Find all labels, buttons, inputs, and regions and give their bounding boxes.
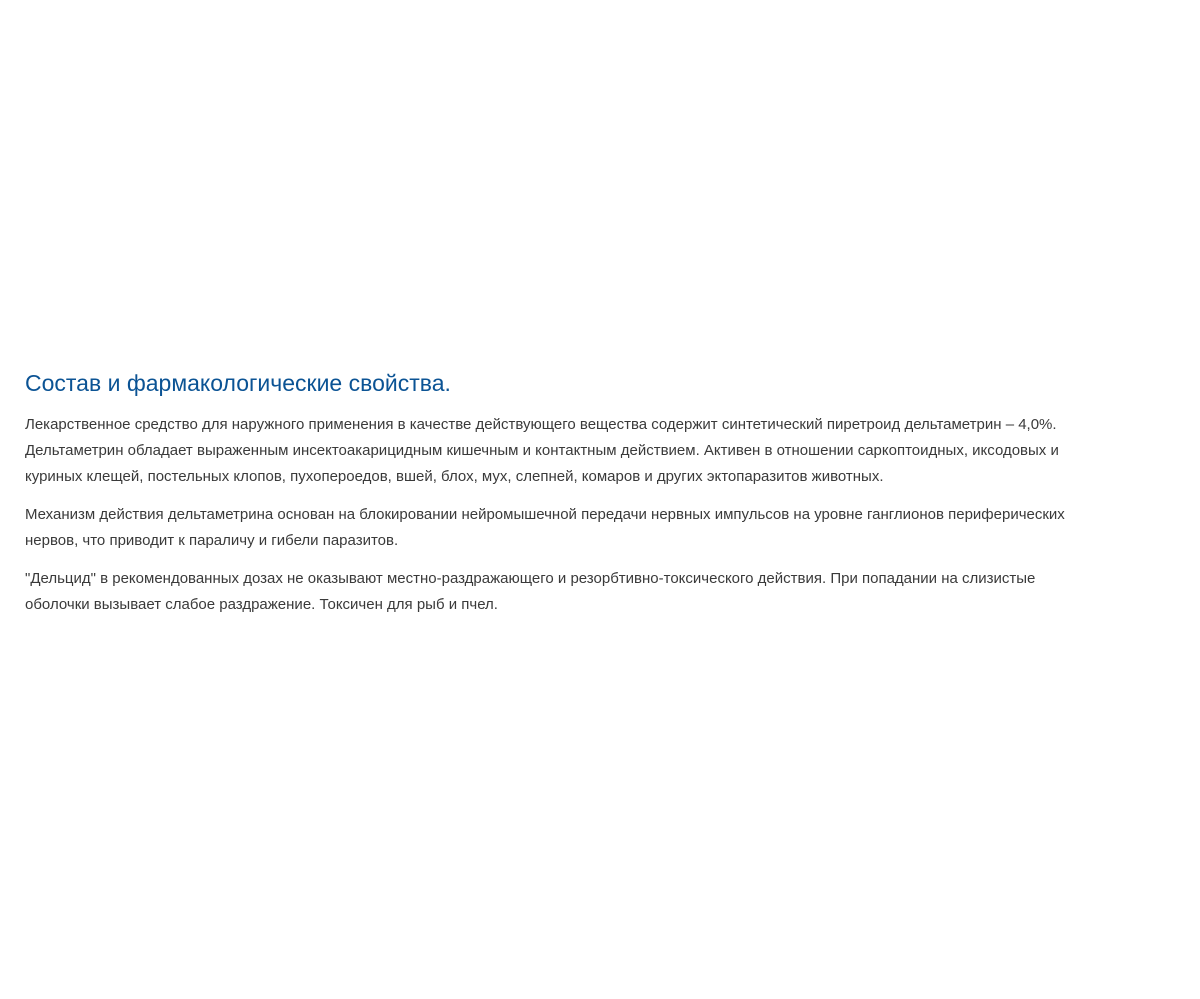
product-description-section bbox=[25, 366, 1185, 630]
section-heading: Состав и фармакологические свойства. bbox=[25, 370, 451, 396]
paragraph-composition: Лекарственное средство для наружного применения в качестве действующего вещества содержит синтетический пиретроид дельтаметрин – 4,0%. Дельтаметрин обладает выраженным инсектоакарицидным кишечным и контактным действием. Активен в отношении саркоптоидных, иксодовых и куриных клещей, постельных клопов, пухопероедов, вшей, блох, мух, слепней, комаров и других эктопаразитов животных. bbox=[25, 416, 1059, 485]
paragraph-safety: "Дельцид" в рекомендованных дозах не оказывают местно-раздражающего и резорбтивно-токсического действия. При попадании на слизистые оболочки вызывает слабое раздражение. Токсичен для рыб и пчел. bbox=[25, 570, 1036, 613]
paragraph-mechanism: Механизм действия дельтаметрина основан на блокировании нейромышечной передачи нервных импульсов на уровне ганглионов периферических нервов, что приводит к параличу и гибели паразитов. bbox=[25, 506, 1065, 549]
